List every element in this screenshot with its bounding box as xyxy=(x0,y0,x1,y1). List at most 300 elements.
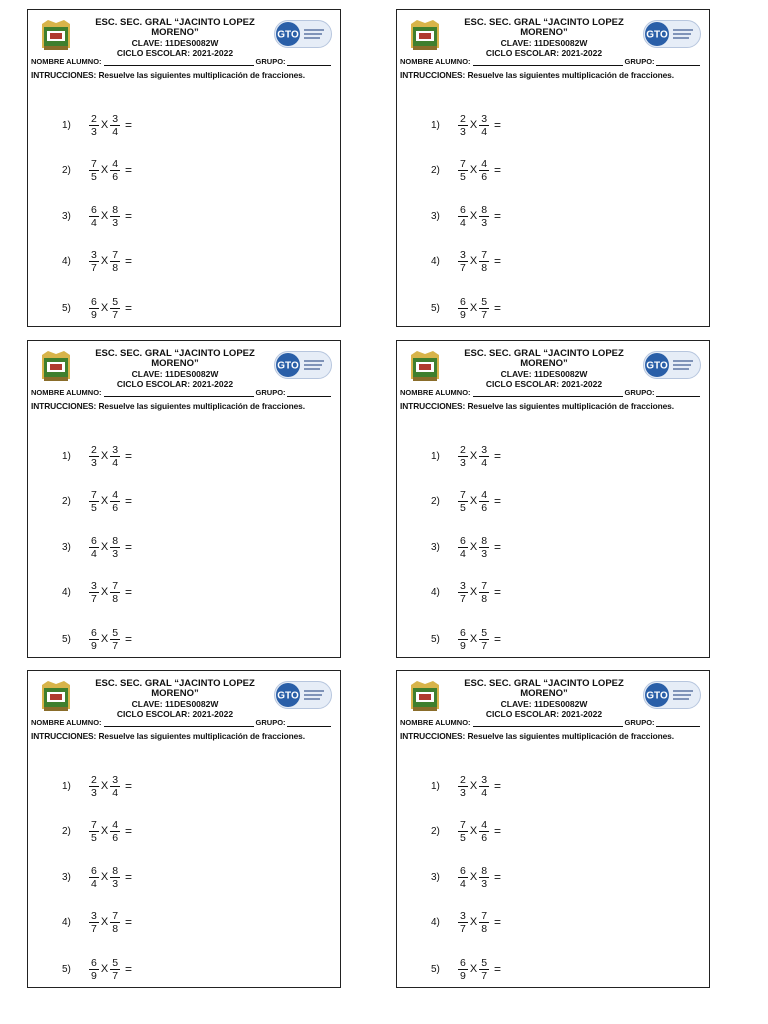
fraction-a-numerator: 6 xyxy=(91,534,97,547)
group-label: GRUPO: xyxy=(255,57,286,66)
fraction-b-numerator: 4 xyxy=(481,157,488,170)
exercise-number: 4) xyxy=(62,916,71,928)
fraction-a xyxy=(458,774,468,799)
fraction-b-denominator: 3 xyxy=(481,216,488,229)
fraction-b-numerator: 5 xyxy=(112,956,119,969)
equals-sign: = xyxy=(125,449,133,463)
times-sign: X xyxy=(469,871,478,883)
exercise-item xyxy=(62,576,132,608)
fraction-a-numerator: 3 xyxy=(91,579,97,592)
fraction-b-numerator: 3 xyxy=(481,112,488,125)
times-sign: X xyxy=(100,302,109,314)
instructions: INTRUCCIONES: Resuelve las siguientes multiplicación de fracciones. xyxy=(31,70,305,80)
times-sign: X xyxy=(469,164,478,176)
school-clave: CLAVE: 11DES0082W xyxy=(500,38,588,48)
fraction-b-numerator: 4 xyxy=(112,488,119,501)
times-sign: X xyxy=(100,210,109,222)
student-info-row xyxy=(400,388,706,397)
fraction-b xyxy=(479,865,489,890)
equals-sign: = xyxy=(494,962,502,976)
worksheet-card xyxy=(27,340,341,658)
fraction-a-numerator: 3 xyxy=(91,248,97,261)
fraction-b-numerator: 3 xyxy=(481,443,488,456)
fraction-b xyxy=(479,774,489,799)
times-sign: X xyxy=(469,119,478,131)
equals-sign: = xyxy=(125,779,133,793)
worksheet-card xyxy=(396,670,710,988)
exercise-number: 3) xyxy=(431,541,440,553)
fraction-a-numerator: 6 xyxy=(91,295,97,308)
worksheet-card xyxy=(27,670,341,988)
fraction-b-denominator: 7 xyxy=(112,969,119,982)
times-sign: X xyxy=(469,255,478,267)
fraction-b-numerator: 4 xyxy=(112,157,119,170)
fraction-a-numerator: 7 xyxy=(91,818,97,831)
fraction-a-numerator: 2 xyxy=(91,773,97,786)
fraction-a-numerator: 7 xyxy=(91,488,97,501)
student-name-label: NOMBRE ALUMNO: xyxy=(400,388,471,397)
exercise-number: 2) xyxy=(431,825,440,837)
fraction-b-denominator: 7 xyxy=(112,639,119,652)
fraction-b-numerator: 5 xyxy=(481,626,488,639)
exercise-item xyxy=(62,906,132,938)
instructions: INTRUCCIONES: Resuelve las siguientes multiplicación de fracciones. xyxy=(31,731,305,741)
times-sign: X xyxy=(469,780,478,792)
fraction-b-numerator: 8 xyxy=(112,864,119,877)
instructions: INTRUCCIONES: Resuelve las siguientes multiplicación de fracciones. xyxy=(31,401,305,411)
group-field[interactable] xyxy=(656,390,700,397)
fraction-b xyxy=(479,204,489,229)
fraction-a xyxy=(458,296,468,321)
fraction-a-numerator: 2 xyxy=(460,112,466,125)
fraction-b xyxy=(479,627,489,652)
student-name-field[interactable] xyxy=(104,59,254,66)
student-name-field[interactable] xyxy=(104,720,254,727)
times-sign: X xyxy=(100,255,109,267)
times-sign: X xyxy=(469,210,478,222)
school-cycle: CICLO ESCOLAR: 2021-2022 xyxy=(485,48,603,58)
equals-sign: = xyxy=(494,779,502,793)
gto-logo-text: GTO xyxy=(277,690,299,702)
exercise-number: 1) xyxy=(62,119,71,131)
exercise-item xyxy=(431,815,501,847)
exercise-number: 1) xyxy=(431,450,440,462)
school-cycle: CICLO ESCOLAR: 2021-2022 xyxy=(116,48,234,58)
fraction-b xyxy=(479,296,489,321)
school-cycle: CICLO ESCOLAR: 2021-2022 xyxy=(116,709,234,719)
exercise-number: 1) xyxy=(62,780,71,792)
exercise-item xyxy=(431,292,501,324)
times-sign: X xyxy=(100,119,109,131)
equals-sign: = xyxy=(125,585,133,599)
fraction-b-denominator: 3 xyxy=(481,877,488,890)
school-cycle: CICLO ESCOLAR: 2021-2022 xyxy=(485,709,603,719)
equals-sign: = xyxy=(125,209,133,223)
fraction-a-denominator: 3 xyxy=(460,456,466,469)
fraction-b-numerator: 7 xyxy=(481,579,488,592)
fraction-a-numerator: 3 xyxy=(91,909,97,922)
fraction-a-numerator: 2 xyxy=(91,443,97,456)
fraction-b-numerator: 7 xyxy=(481,909,488,922)
fraction-a xyxy=(458,535,468,560)
fraction-b-numerator: 8 xyxy=(481,203,488,216)
student-info-row xyxy=(31,57,337,66)
fraction-b-denominator: 3 xyxy=(112,877,119,890)
fraction-b xyxy=(110,627,120,652)
fraction-a-denominator: 5 xyxy=(460,501,466,514)
fraction-b-denominator: 7 xyxy=(481,308,488,321)
fraction-b-numerator: 8 xyxy=(481,534,488,547)
student-info-row xyxy=(31,388,337,397)
fraction-a-denominator: 7 xyxy=(460,261,466,274)
times-sign: X xyxy=(100,495,109,507)
exercise-item xyxy=(62,292,132,324)
exercise-item xyxy=(62,815,132,847)
fraction-b-denominator: 6 xyxy=(481,501,488,514)
fraction-a-denominator: 3 xyxy=(460,786,466,799)
school-name: ESC. SEC. GRAL “JACINTO LOPEZ MORENO” xyxy=(95,17,255,38)
gto-logo-text: GTO xyxy=(646,690,668,702)
fraction-b-denominator: 8 xyxy=(481,592,488,605)
exercise-number: 3) xyxy=(431,210,440,222)
times-sign: X xyxy=(100,633,109,645)
group-field[interactable] xyxy=(656,59,700,66)
fraction-a xyxy=(458,627,468,652)
fraction-b xyxy=(110,444,120,469)
gto-logo-icon xyxy=(643,351,701,379)
fraction-b-denominator: 8 xyxy=(112,922,119,935)
equals-sign: = xyxy=(125,494,133,508)
fraction-a-denominator: 4 xyxy=(91,877,97,890)
school-name: ESC. SEC. GRAL “JACINTO LOPEZ MORENO” xyxy=(95,678,255,699)
exercise-number: 5) xyxy=(62,963,71,975)
school-header xyxy=(441,679,647,719)
student-name-field[interactable] xyxy=(473,59,623,66)
exercise-number: 3) xyxy=(62,871,71,883)
fraction-b-numerator: 4 xyxy=(481,488,488,501)
school-crest-icon xyxy=(409,18,441,52)
equals-sign: = xyxy=(494,540,502,554)
fraction-a-denominator: 3 xyxy=(91,125,97,138)
exercise-item xyxy=(431,109,501,141)
fraction-b xyxy=(479,910,489,935)
equals-sign: = xyxy=(125,632,133,646)
fraction-b-denominator: 8 xyxy=(112,592,119,605)
exercise-number: 4) xyxy=(62,255,71,267)
fraction-a-numerator: 2 xyxy=(91,112,97,125)
exercise-number: 4) xyxy=(431,255,440,267)
fraction-a xyxy=(89,580,99,605)
fraction-b-numerator: 4 xyxy=(112,818,119,831)
fraction-a-numerator: 3 xyxy=(460,579,466,592)
fraction-a-denominator: 7 xyxy=(91,922,97,935)
student-name-label: NOMBRE ALUMNO: xyxy=(400,718,471,727)
fraction-a xyxy=(89,113,99,138)
fraction-a xyxy=(89,296,99,321)
fraction-a xyxy=(89,627,99,652)
exercise-item xyxy=(431,200,501,232)
student-info-row xyxy=(31,718,337,727)
times-sign: X xyxy=(469,495,478,507)
fraction-a-denominator: 9 xyxy=(460,308,466,321)
exercise-number: 3) xyxy=(62,210,71,222)
exercise-number: 1) xyxy=(62,450,71,462)
fraction-b-denominator: 8 xyxy=(481,922,488,935)
group-label: GRUPO: xyxy=(624,57,655,66)
fraction-a-numerator: 2 xyxy=(460,443,466,456)
fraction-a-denominator: 4 xyxy=(91,547,97,560)
exercise-item xyxy=(62,485,132,517)
exercise-item xyxy=(62,154,132,186)
fraction-b xyxy=(110,296,120,321)
fraction-b xyxy=(110,580,120,605)
exercise-number: 4) xyxy=(62,586,71,598)
fraction-a-numerator: 3 xyxy=(460,909,466,922)
fraction-a-denominator: 4 xyxy=(91,216,97,229)
group-field[interactable] xyxy=(287,720,331,727)
fraction-a-denominator: 5 xyxy=(460,831,466,844)
equals-sign: = xyxy=(125,540,133,554)
school-clave: CLAVE: 11DES0082W xyxy=(500,699,588,709)
fraction-b-denominator: 3 xyxy=(481,547,488,560)
instructions: INTRUCCIONES: Resuelve las siguientes multiplicación de fracciones. xyxy=(400,70,674,80)
fraction-a xyxy=(458,819,468,844)
fraction-a-denominator: 5 xyxy=(91,170,97,183)
fraction-a-denominator: 9 xyxy=(91,639,97,652)
fraction-a-denominator: 9 xyxy=(460,969,466,982)
exercise-item xyxy=(431,245,501,277)
exercise-item xyxy=(62,770,132,802)
fraction-a xyxy=(458,580,468,605)
fraction-a-numerator: 6 xyxy=(460,203,466,216)
school-header xyxy=(441,349,647,389)
exercise-item xyxy=(431,440,501,472)
exercise-item xyxy=(431,623,501,655)
times-sign: X xyxy=(469,916,478,928)
fraction-b xyxy=(110,204,120,229)
group-field[interactable] xyxy=(287,390,331,397)
equals-sign: = xyxy=(494,585,502,599)
equals-sign: = xyxy=(125,824,133,838)
school-clave: CLAVE: 11DES0082W xyxy=(131,38,219,48)
student-name-field[interactable] xyxy=(473,720,623,727)
fraction-b-denominator: 7 xyxy=(481,639,488,652)
group-label: GRUPO: xyxy=(624,718,655,727)
fraction-b-denominator: 4 xyxy=(481,786,488,799)
fraction-a-denominator: 9 xyxy=(460,639,466,652)
student-info-row xyxy=(400,718,706,727)
school-clave: CLAVE: 11DES0082W xyxy=(131,369,219,379)
times-sign: X xyxy=(100,780,109,792)
fraction-b xyxy=(479,957,489,982)
school-clave: CLAVE: 11DES0082W xyxy=(500,369,588,379)
equals-sign: = xyxy=(494,449,502,463)
equals-sign: = xyxy=(125,962,133,976)
fraction-b-numerator: 7 xyxy=(481,248,488,261)
exercise-item xyxy=(62,623,132,655)
times-sign: X xyxy=(100,586,109,598)
equals-sign: = xyxy=(494,870,502,884)
times-sign: X xyxy=(100,963,109,975)
student-name-field[interactable] xyxy=(473,390,623,397)
fraction-b-denominator: 6 xyxy=(112,170,119,183)
fraction-a-numerator: 7 xyxy=(91,157,97,170)
fraction-a xyxy=(458,444,468,469)
fraction-a-numerator: 6 xyxy=(460,626,466,639)
school-clave: CLAVE: 11DES0082W xyxy=(131,699,219,709)
exercise-number: 4) xyxy=(431,586,440,598)
gto-logo-text: GTO xyxy=(277,360,299,372)
equals-sign: = xyxy=(494,118,502,132)
school-name: ESC. SEC. GRAL “JACINTO LOPEZ MORENO” xyxy=(464,348,624,369)
exercise-item xyxy=(62,440,132,472)
fraction-a-numerator: 3 xyxy=(460,248,466,261)
fraction-b xyxy=(479,158,489,183)
fraction-a-numerator: 7 xyxy=(460,818,466,831)
group-field[interactable] xyxy=(656,720,700,727)
fraction-b-denominator: 6 xyxy=(112,831,119,844)
fraction-a-denominator: 9 xyxy=(91,969,97,982)
fraction-b-numerator: 5 xyxy=(481,956,488,969)
fraction-a-denominator: 3 xyxy=(91,456,97,469)
equals-sign: = xyxy=(494,632,502,646)
equals-sign: = xyxy=(494,209,502,223)
school-header xyxy=(72,679,278,719)
fraction-b-numerator: 7 xyxy=(112,579,119,592)
school-crest-icon xyxy=(409,679,441,713)
exercise-number: 2) xyxy=(431,164,440,176)
school-name: ESC. SEC. GRAL “JACINTO LOPEZ MORENO” xyxy=(464,17,624,38)
gto-logo-icon xyxy=(643,681,701,709)
times-sign: X xyxy=(469,825,478,837)
fraction-b-numerator: 8 xyxy=(112,534,119,547)
fraction-b-denominator: 4 xyxy=(481,125,488,138)
exercise-item xyxy=(431,576,501,608)
times-sign: X xyxy=(100,871,109,883)
fraction-b-denominator: 6 xyxy=(481,170,488,183)
fraction-a xyxy=(458,204,468,229)
equals-sign: = xyxy=(494,254,502,268)
exercise-number: 5) xyxy=(431,963,440,975)
fraction-a-numerator: 6 xyxy=(460,956,466,969)
fraction-b-numerator: 8 xyxy=(481,864,488,877)
school-header xyxy=(441,18,647,58)
fraction-a xyxy=(458,910,468,935)
fraction-a xyxy=(458,957,468,982)
exercise-item xyxy=(62,200,132,232)
fraction-b-numerator: 7 xyxy=(112,909,119,922)
equals-sign: = xyxy=(125,301,133,315)
fraction-a-numerator: 6 xyxy=(460,534,466,547)
fraction-a-denominator: 9 xyxy=(91,308,97,321)
fraction-a-denominator: 4 xyxy=(460,216,466,229)
fraction-a-numerator: 7 xyxy=(460,488,466,501)
instructions: INTRUCCIONES: Resuelve las siguientes multiplicación de fracciones. xyxy=(400,731,674,741)
student-name-label: NOMBRE ALUMNO: xyxy=(400,57,471,66)
exercise-item xyxy=(431,953,501,985)
fraction-a xyxy=(458,249,468,274)
fraction-b-denominator: 4 xyxy=(112,125,119,138)
fraction-b xyxy=(110,535,120,560)
fraction-b xyxy=(110,774,120,799)
fraction-b-numerator: 3 xyxy=(481,773,488,786)
fraction-b xyxy=(110,910,120,935)
gto-logo-icon xyxy=(643,20,701,48)
exercise-item xyxy=(62,109,132,141)
fraction-b xyxy=(110,957,120,982)
worksheet-card xyxy=(27,9,341,327)
gto-logo-icon xyxy=(274,681,332,709)
times-sign: X xyxy=(100,450,109,462)
exercise-number: 1) xyxy=(431,119,440,131)
fraction-b xyxy=(110,249,120,274)
fraction-a-numerator: 6 xyxy=(460,864,466,877)
fraction-b-numerator: 3 xyxy=(112,773,119,786)
fraction-b-denominator: 4 xyxy=(112,786,119,799)
fraction-a-denominator: 7 xyxy=(91,261,97,274)
exercise-number: 5) xyxy=(431,633,440,645)
fraction-b-numerator: 3 xyxy=(112,443,119,456)
exercise-item xyxy=(62,245,132,277)
gto-logo-text: GTO xyxy=(646,360,668,372)
fraction-b xyxy=(110,113,120,138)
fraction-b-denominator: 3 xyxy=(112,547,119,560)
fraction-b-numerator: 3 xyxy=(112,112,119,125)
fraction-a-numerator: 6 xyxy=(91,626,97,639)
fraction-b xyxy=(479,444,489,469)
student-name-field[interactable] xyxy=(104,390,254,397)
exercise-item xyxy=(431,485,501,517)
fraction-b xyxy=(479,113,489,138)
exercise-number: 2) xyxy=(62,164,71,176)
equals-sign: = xyxy=(125,118,133,132)
group-label: GRUPO: xyxy=(624,388,655,397)
gto-logo-icon xyxy=(274,351,332,379)
times-sign: X xyxy=(469,586,478,598)
fraction-a xyxy=(89,774,99,799)
fraction-b-numerator: 4 xyxy=(481,818,488,831)
group-field[interactable] xyxy=(287,59,331,66)
group-label: GRUPO: xyxy=(255,388,286,397)
fraction-b xyxy=(479,580,489,605)
exercise-number: 2) xyxy=(62,825,71,837)
fraction-b-numerator: 5 xyxy=(112,626,119,639)
equals-sign: = xyxy=(125,915,133,929)
fraction-a-denominator: 7 xyxy=(460,922,466,935)
fraction-b-denominator: 4 xyxy=(481,456,488,469)
fraction-b-numerator: 5 xyxy=(112,295,119,308)
times-sign: X xyxy=(100,541,109,553)
school-crest-icon xyxy=(40,349,72,383)
exercise-number: 5) xyxy=(431,302,440,314)
times-sign: X xyxy=(469,302,478,314)
school-cycle: CICLO ESCOLAR: 2021-2022 xyxy=(116,379,234,389)
exercise-item xyxy=(62,531,132,563)
exercise-number: 3) xyxy=(62,541,71,553)
gto-logo-text: GTO xyxy=(646,29,668,41)
fraction-b-denominator: 8 xyxy=(112,261,119,274)
fraction-b xyxy=(110,158,120,183)
equals-sign: = xyxy=(125,870,133,884)
worksheet-card xyxy=(396,340,710,658)
fraction-a-denominator: 5 xyxy=(91,831,97,844)
gto-logo-text: GTO xyxy=(277,29,299,41)
fraction-a xyxy=(89,204,99,229)
student-name-label: NOMBRE ALUMNO: xyxy=(31,718,102,727)
exercise-number: 5) xyxy=(62,302,71,314)
fraction-a xyxy=(89,249,99,274)
fraction-b-denominator: 6 xyxy=(481,831,488,844)
